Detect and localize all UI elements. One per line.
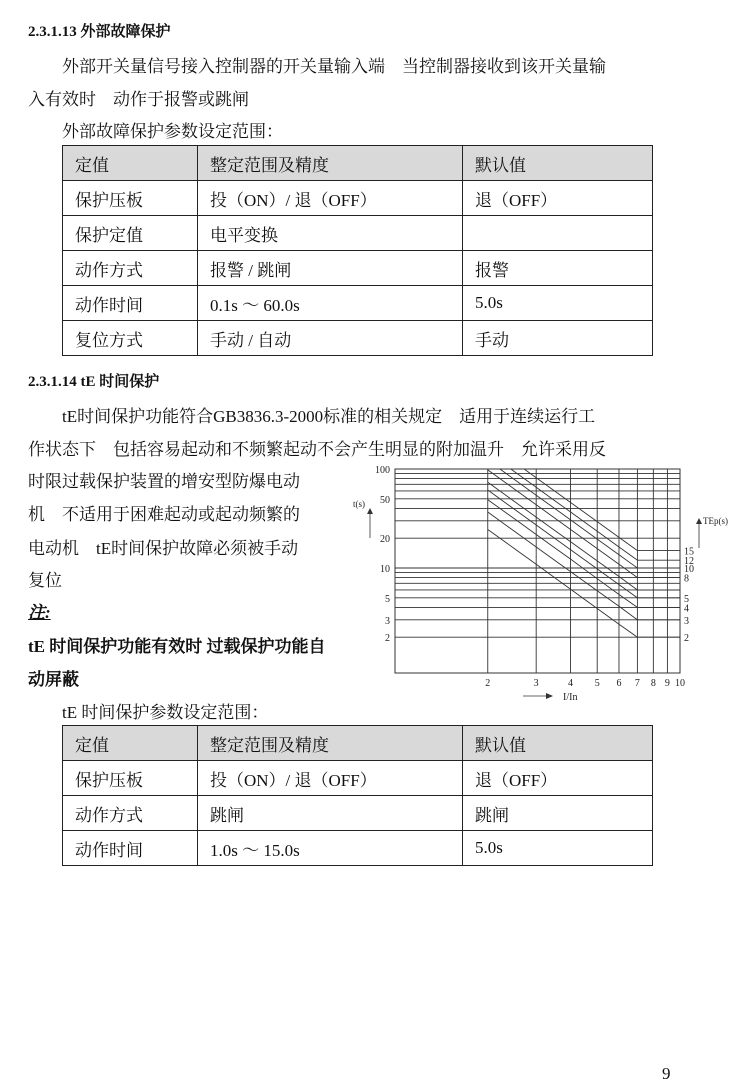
paragraph-line: 外部开关量信号接入控制器的开关量输入端 当控制器接收到该开关量输: [62, 57, 606, 76]
table-caption: 外部故障保护参数设定范围：: [62, 122, 283, 141]
cell: 复位方式: [63, 321, 198, 356]
right-tick-label: 5: [684, 593, 689, 605]
x-tick-label: 8: [650, 678, 656, 689]
cell: 动作方式: [63, 251, 198, 286]
cell: 5.0s: [463, 286, 653, 321]
cell: 0.1s ～ 60.0s: [198, 286, 463, 321]
right-axis-arrowhead-icon: [696, 518, 702, 524]
header-cell: 默认值: [463, 726, 653, 761]
paragraph-line: 复位: [28, 571, 62, 590]
y-axis-label: t(s): [353, 499, 365, 509]
section-heading-te-protection: 2.3.1.14 tE 时间保护: [28, 374, 160, 390]
paragraph-line: 作状态下 包括容易起动和不频繁起动不会产生明显的附加温升 允许采用反: [28, 440, 606, 459]
cell: 退（OFF）: [463, 181, 653, 216]
note-line: tE 时间保护功能有效时 过载保护功能自: [28, 637, 326, 656]
right-tick-label: 3: [684, 615, 689, 627]
curve-tep-3: [488, 512, 680, 620]
cell: 报警: [463, 251, 653, 286]
x-tick-label: 5: [594, 678, 600, 689]
table-row: [63, 251, 653, 286]
cell: [463, 216, 653, 251]
table-row: [63, 181, 653, 216]
header-cell: 整定范围及精度: [198, 726, 463, 761]
y-axis-arrowhead-icon: [367, 508, 373, 514]
paragraph-line: 电动机 tE时间保护故障必须被手动: [28, 539, 299, 558]
table-header-row: [63, 726, 653, 761]
x-axis-arrowhead-icon: [546, 693, 553, 699]
curve-tep-4: [488, 500, 680, 608]
cell: 动作时间: [63, 831, 198, 866]
y-tick-label: 20: [380, 534, 390, 546]
cell: 手动 / 自动: [198, 321, 463, 356]
cell: 跳闸: [198, 796, 463, 831]
cell: 退（OFF）: [463, 761, 653, 796]
cell: 1.0s ～ 15.0s: [198, 831, 463, 866]
right-tick-label: 15: [684, 546, 694, 558]
x-tick-label: 4: [568, 678, 574, 689]
curve-tep-12: [488, 460, 680, 560]
header-cell: 定值: [63, 726, 198, 761]
page-number: 9: [662, 1064, 671, 1083]
paragraph-line: 时限过载保护装置的增安型防爆电动: [28, 472, 300, 491]
paragraph-line: 入有效时 动作于报警或跳闸: [28, 90, 249, 109]
table-row: [63, 796, 653, 831]
paragraph-line: 机 不适用于困难起动或起动频繁的: [28, 505, 300, 524]
y-tick-label: 100: [375, 465, 390, 476]
note-line: 动屏蔽: [28, 670, 79, 689]
cell: 投（ON）/ 退（OFF）: [198, 761, 463, 796]
table-header-row: [63, 146, 653, 181]
cell: 保护压板: [63, 761, 198, 796]
x-tick-label: 10: [675, 678, 685, 689]
table-row: [63, 761, 653, 796]
cell: 动作方式: [63, 796, 198, 831]
table-caption: tE 时间保护参数设定范围：: [62, 703, 269, 722]
cell: 保护定值: [63, 216, 198, 251]
y-tick-label: 5: [385, 593, 390, 605]
right-tick-label: 12: [684, 556, 694, 568]
note-label: 注:: [28, 603, 51, 622]
external-fault-params-table: [62, 145, 653, 356]
right-axis-label: TEp(s): [703, 516, 728, 526]
cell: 5.0s: [463, 831, 653, 866]
header-cell: 定值: [63, 146, 198, 181]
table-row: [63, 286, 653, 321]
cell: 投（ON）/ 退（OFF）: [198, 181, 463, 216]
table-row: [63, 831, 653, 866]
x-tick-label: 2: [485, 678, 491, 689]
cell: 报警 / 跳闸: [198, 251, 463, 286]
cell: 跳闸: [463, 796, 653, 831]
cell: 电平变换: [198, 216, 463, 251]
right-tick-label: 8: [684, 573, 689, 585]
te-time-characteristic-chart: [350, 460, 745, 705]
x-axis-label: I/In: [563, 692, 578, 703]
x-tick-label: 6: [616, 678, 622, 689]
cell: 动作时间: [63, 286, 198, 321]
y-tick-label: 3: [385, 615, 390, 627]
section-heading-external-fault: 2.3.1.13 外部故障保护: [28, 24, 171, 40]
curve-tep-8: [488, 470, 680, 578]
x-tick-label: 3: [533, 678, 539, 689]
x-tick-label: 7: [634, 678, 640, 689]
cell: 手动: [463, 321, 653, 356]
right-tick-label: 2: [684, 633, 689, 645]
cell: 保护压板: [63, 181, 198, 216]
te-params-table: [62, 725, 653, 866]
y-tick-label: 10: [380, 564, 390, 576]
header-cell: 整定范围及精度: [198, 146, 463, 181]
right-tick-label: 10: [684, 564, 694, 576]
table-row: [63, 216, 653, 251]
x-tick-label: 9: [664, 678, 670, 689]
table-row: [63, 321, 653, 356]
paragraph-line: tE时间保护功能符合GB3836.3-2000标准的相关规定 适用于连续运行工: [62, 407, 596, 426]
y-tick-label: 50: [380, 494, 390, 506]
header-cell: 默认值: [463, 146, 653, 181]
right-tick-label: 4: [684, 603, 689, 615]
y-tick-label: 2: [385, 633, 390, 645]
